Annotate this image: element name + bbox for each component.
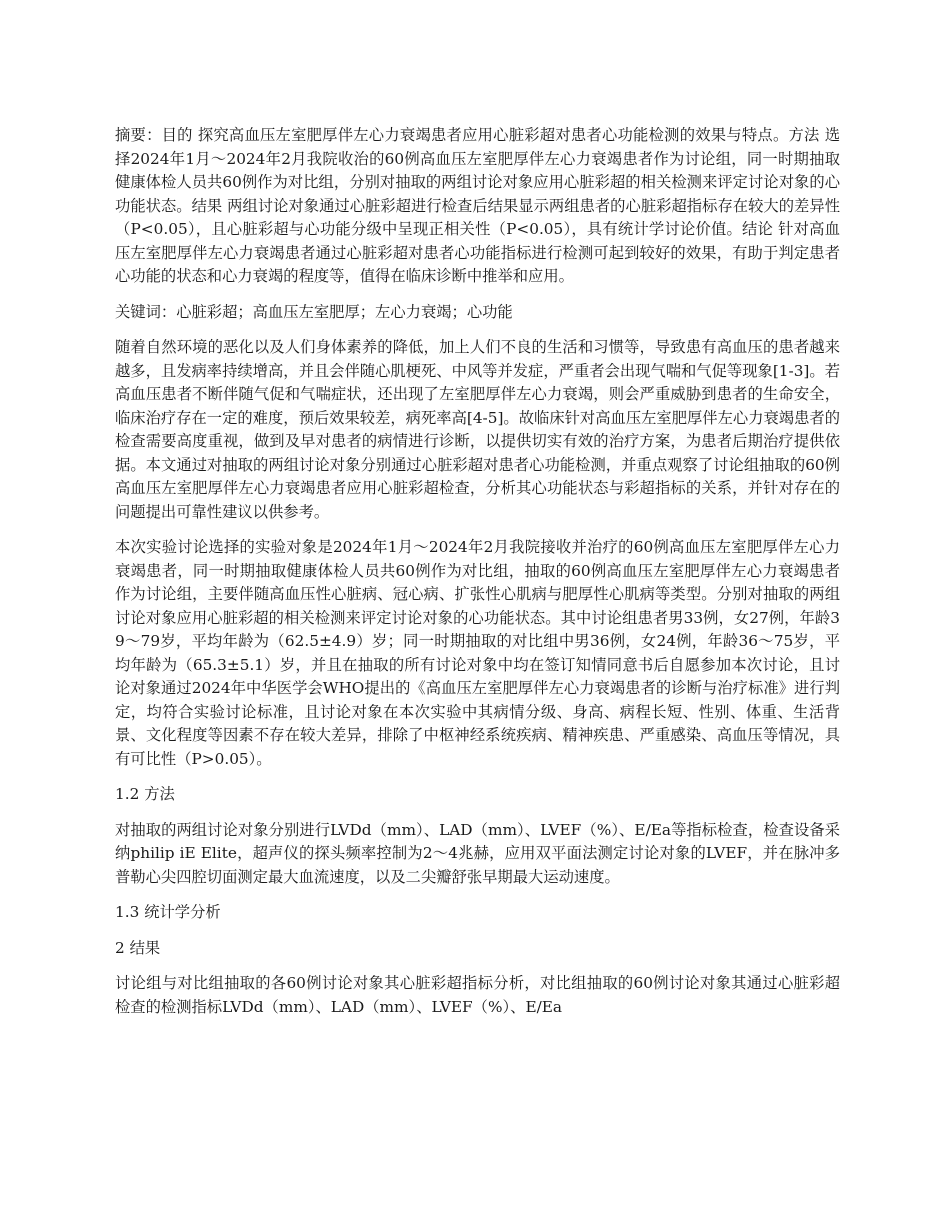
document-body [115, 124, 840, 1031]
methods-heading: 1.2 方法 [115, 785, 175, 803]
introduction-paragraph: 随着自然环境的恶化以及人们身体素养的降低，加上人们不良的生活和习惯等，导致患有高血压的患者越来越多，且发病率持续增高，并且会伴随心肌梗死、中风等并发症，严重者会出现气喘和气促等现象[1-3]。若高血压患者不断伴随气促和气喘症状，还出现了左室肥厚伴左心力衰竭，则会严重威胁到患者的生命安全，临床治疗存在一定的难度，预后效果较差，病死率高[4-5]。故临床针对高血压左室肥厚伴左心力衰竭患者的检查需要高度重视，做到及早对患者的病情进行诊断，以提供切实有效的治疗方案，为患者后期治疗提供依据。本文通过对抽取的两组讨论对象分别通过心脏彩超对患者心功能检测，并重点观察了讨论组抽取的60例高血压左室肥厚伴左心力衰竭患者应用心脏彩超检查，分析其心功能状态与彩超指标的关系，并针对存在的问题提出可靠性建议以供参考。 [115, 338, 840, 521]
subjects-paragraph: 本次实验讨论选择的实验对象是2024年1月～2024年2月我院接收并治疗的60例高血压左室肥厚伴左心力衰竭患者，同一时期抽取健康体检人员共60例作为对比组，抽取的60例高血压左室肥厚伴左心力衰竭患者作为讨论组，主要伴随高血压性心脏病、冠心病、扩张性心肌病与肥厚性心肌病等类型。分别对抽取的两组讨论对象应用心脏彩超的相关检测来评定讨论对象的心功能状态。其中讨论组患者男33例，女27例，年龄39～79岁，平均年龄为（62.5±4.9）岁；同一时期抽取的对比组中男36例，女24例，年龄36～75岁，平均年龄为（65.3±5.1）岁，并且在抽取的所有讨论对象中均在签订知情同意书后自愿参加本次讨论，且讨论对象通过2024年中华医学会WHO提出的《高血压左室肥厚伴左心力衰竭患者的诊断与治疗标准》进行判定，均符合实验讨论标准，且讨论对象在本次实验中其病情分级、身高、病程长短、性别、体重、生活背景、文化程度等因素不存在较大差异，排除了中枢神经系统疾病、精神疾患、严重感染、高血压等情况，具有可比性（P>0.05）。 [115, 538, 840, 768]
results-paragraph: 讨论组与对比组抽取的各60例讨论对象其心脏彩超指标分析，对比组抽取的60例讨论对象其通过心脏彩超检查的检测指标LVDd（mm）、LAD（mm）、LVEF（%）、E/Ea [115, 974, 840, 1016]
keywords-paragraph: 关键词：心脏彩超；高血压左室肥厚；左心力衰竭；心功能 [115, 302, 513, 321]
results-heading: 2 结果 [115, 938, 161, 957]
methods-paragraph: 对抽取的两组讨论对象分别进行LVDd（mm）、LAD（mm）、LVEF（%）、E/Ea等指标检查，检查设备采纳philip iE Elite，超声仪的探头频率控制为2～4兆赫，应用双平面法测定讨论对象的LVEF，并在脉冲多普勒心尖四腔切面测定最大血流速度，以及二尖瓣舒张早期最大运动速度。 [115, 820, 840, 886]
statistics-heading: 1.3 统计学分析 [115, 903, 221, 921]
abstract-paragraph: 摘要：目的 探究高血压左室肥厚伴左心力衰竭患者应用心脏彩超对患者心功能检测的效果与特点。方法 选择2024年1月～2024年2月我院收治的60例高血压左室肥厚伴左心力衰竭患者作为讨论组，同一时期抽取健康体检人员共60例作为对比组，分别对抽取的两组讨论对象应用心脏彩超的相关检测来评定讨论对象的心功能状态。结果 两组讨论对象通过心脏彩超进行检查后结果显示两组患者的心脏彩超指标存在较大的差异性（P<0.05），且心脏彩超与心功能分级中呈现正相关性（P<0.05），具有统计学讨论价值。结论 针对高血压左室肥厚伴左心力衰竭患者通过心脏彩超对患者心功能指标进行检测可起到较好的效果，有助于判定患者心功能的状态和心力衰竭的程度等，值得在临床诊断中推举和应用。 [115, 126, 840, 285]
